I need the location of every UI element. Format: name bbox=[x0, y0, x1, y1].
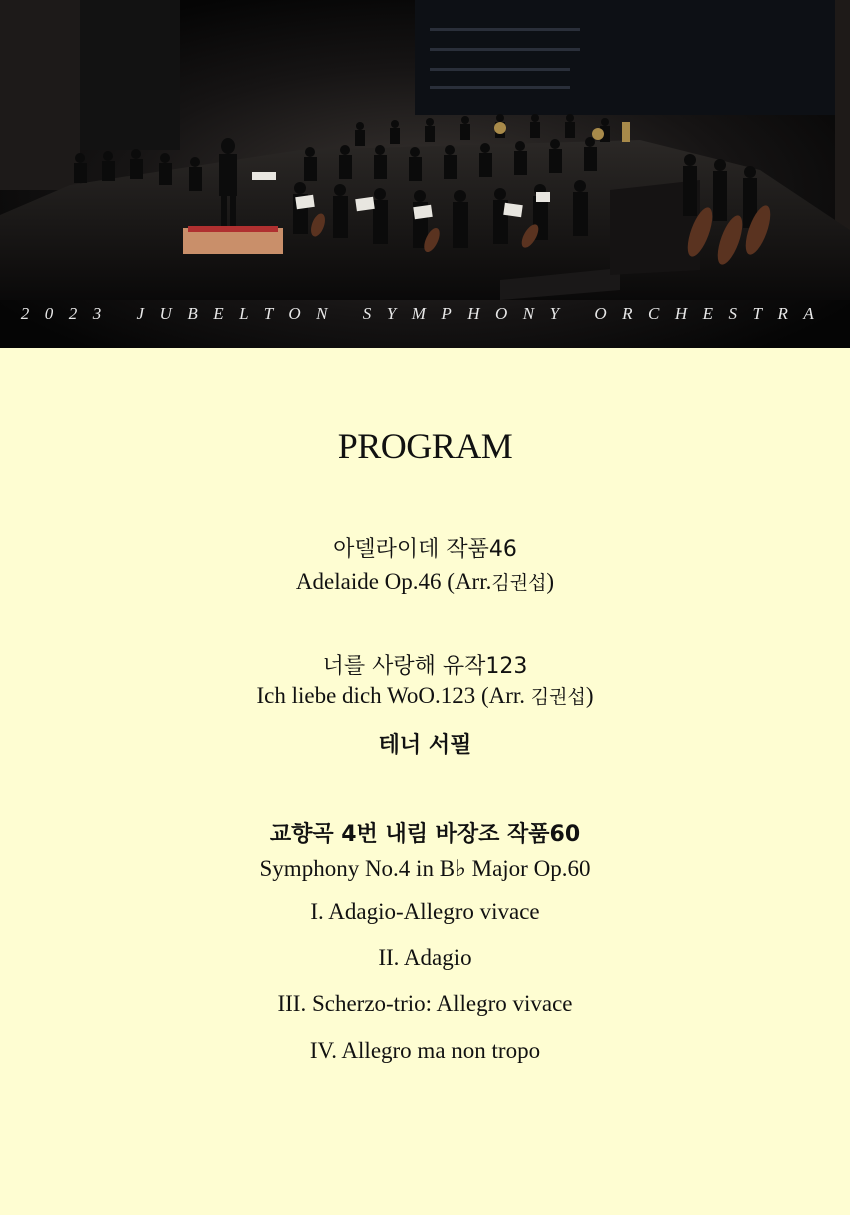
piece2-title-en-text: Ich liebe dich WoO.123 (Arr. bbox=[256, 683, 531, 708]
piece1-title-ko: 아델라이데 작품46 bbox=[333, 537, 517, 562]
piece1-title-en-text: Adelaide Op.46 (Arr. bbox=[295, 569, 492, 594]
soloist: 테너 서필 bbox=[378, 733, 472, 758]
piece2-arranger: 김권섭 bbox=[530, 686, 586, 708]
piece1-title-en bbox=[0, 568, 850, 595]
piece2-close-paren: ) bbox=[585, 683, 594, 708]
movement-3: III. Scherzo-trio: Allegro vivace bbox=[277, 991, 573, 1016]
piece3-title-en: Symphony No.4 in B♭ Major Op.60 bbox=[259, 856, 591, 881]
piece1-arranger: 김권섭 bbox=[491, 572, 547, 594]
movement-2: II. Adagio bbox=[378, 945, 472, 970]
piece2-title-ko: 너를 사랑해 유작123 bbox=[322, 654, 528, 679]
movement-4: IV. Allegro ma non tropo bbox=[309, 1038, 541, 1063]
program-title: PROGRAM bbox=[337, 426, 513, 466]
piece1-close-paren: ) bbox=[546, 569, 555, 594]
piece2-title-en bbox=[0, 682, 850, 709]
orchestra-illustration bbox=[0, 0, 850, 348]
movement-1: I. Adagio-Allegro vivace bbox=[310, 899, 540, 924]
orchestra-caption: 2023 JUBELTON SYMPHONY ORCHESTRA bbox=[20, 304, 830, 323]
header-photo bbox=[0, 0, 850, 348]
piece3-title-ko: 교향곡 4번 내림 바장조 작품60 bbox=[269, 822, 581, 847]
